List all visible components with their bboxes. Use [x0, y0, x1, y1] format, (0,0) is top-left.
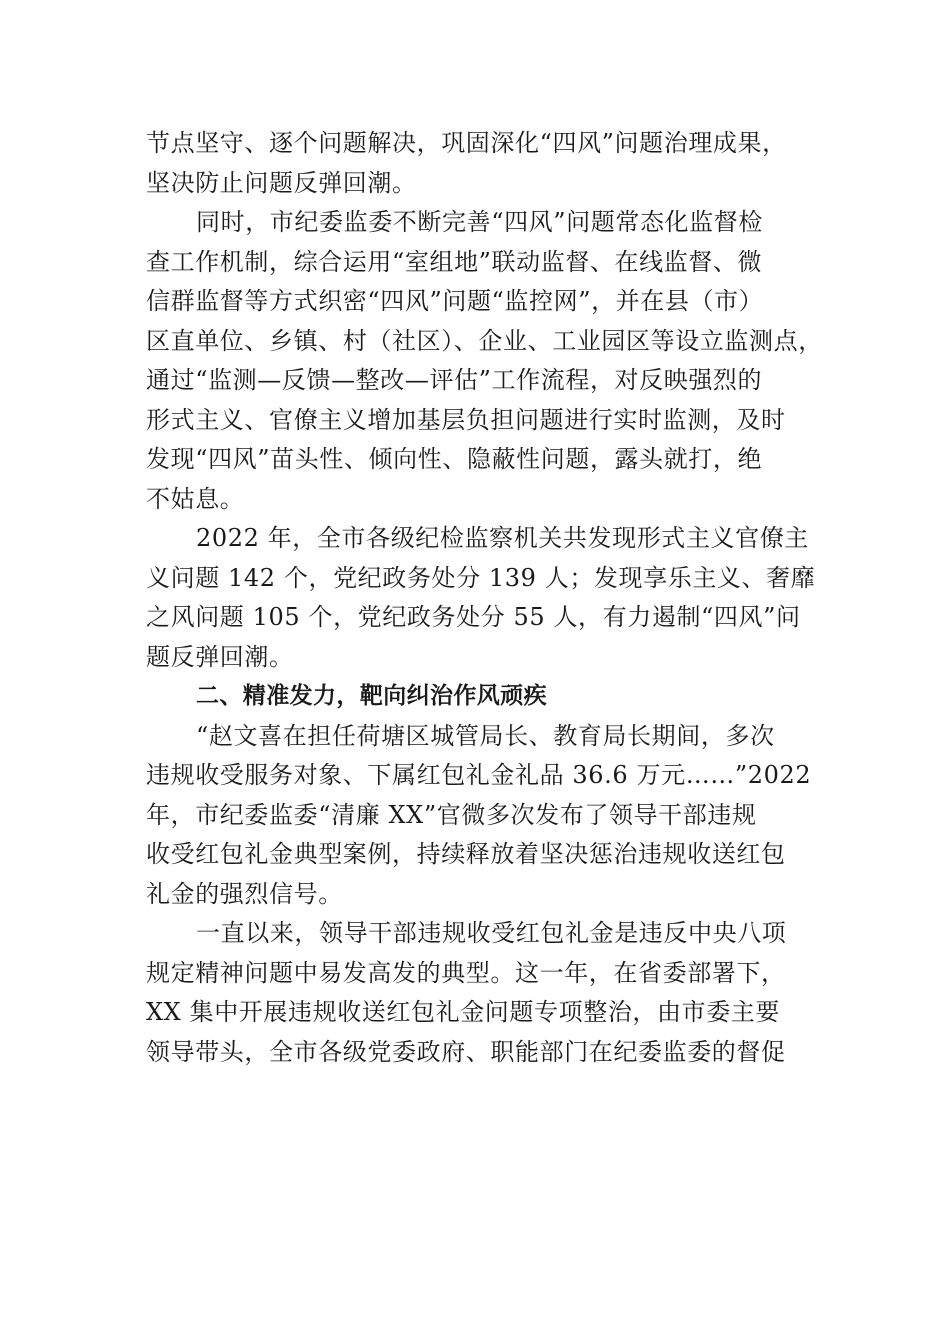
text-line: 义问题 142 个，党纪政务处分 139 人；发现享乐主义、奢靡 — [146, 563, 816, 592]
text-line: 区直单位、乡镇、村（社区）、企业、工业园区等设立监测点， — [146, 326, 823, 355]
text-line: 规定精神问题中易发高发的典型。这一年，在省委部署下， — [146, 958, 786, 987]
text-line: 形式主义、官僚主义增加基层负担问题进行实时监测，及时 — [146, 405, 786, 434]
text-line: 发现“四风”苗头性、倾向性、隐蔽性问题，露头就打，绝 — [146, 445, 763, 473]
paragraph-2 — [146, 203, 823, 519]
section-heading: 二、精准发力，靶向纠治作风顽疾 — [196, 683, 547, 709]
paragraph-5 — [146, 914, 806, 1072]
paragraph-4 — [146, 717, 812, 915]
text-line: 信群监督等方式织密“四风”问题“监控网”，并在县（市） — [146, 287, 764, 315]
text-line: 之风问题 105 个，党纪政务处分 55 人，有力遏制“四风”问 — [146, 603, 801, 631]
text-line: 年，市纪委监委“清廉 XX”官微多次发布了领导干部违规 — [146, 800, 757, 829]
paragraph-1 — [146, 124, 806, 203]
text-line: 违规收受服务对象、下属红包礼金礼品 36.6 万元……”2022 — [146, 761, 812, 789]
text-line: 坚决防止问题反弹回潮。 — [146, 168, 417, 197]
text-line: 礼金的强烈信号。 — [146, 879, 343, 908]
text-line: 2022 年，全市各级纪检监察机关共发现形式主义官僚主 — [196, 524, 809, 552]
document-page — [146, 124, 823, 1072]
text-line: 题反弹回潮。 — [146, 642, 294, 671]
text-line: 通过“监测—反馈—整改—评估”工作流程，对反映强烈的 — [146, 366, 763, 394]
text-line: 查工作机制，综合运用“室组地”联动监督、在线监督、微 — [146, 247, 763, 276]
text-line: 同时，市纪委监委不断完善“四风”问题常态化监督检 — [196, 208, 763, 236]
text-line: 节点坚守、逐个问题解决，巩固深化“四风”问题治理成果， — [146, 129, 787, 157]
text-line: 收受红包礼金典型案例，持续释放着坚决惩治违规收送红包 — [146, 840, 786, 868]
text-line: “赵文喜在担任荷塘区城管局长、教育局长期间，多次 — [196, 721, 775, 750]
text-line: XX 集中开展违规收送红包礼金问题专项整治，由市委主要 — [146, 998, 780, 1026]
text-line: 不姑息。 — [146, 484, 245, 513]
text-line: 领导带头，全市各级党委政府、职能部门在纪委监委的督促 — [146, 1037, 786, 1066]
paragraph-3 — [146, 519, 816, 677]
text-line: 一直以来，领导干部违规收受红包礼金是违反中央八项 — [196, 919, 787, 947]
